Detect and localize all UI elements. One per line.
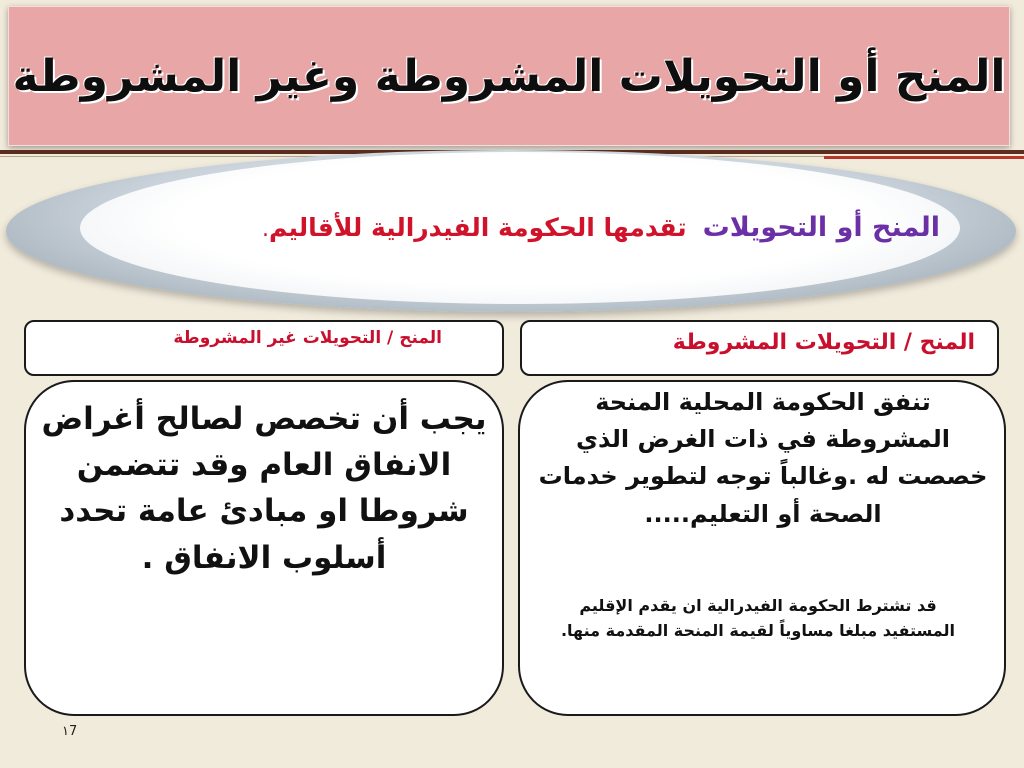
divider-red-accent [824, 156, 1024, 159]
conditional-body: تنفق الحكومة المحلية المنحة المشروطة في ذات الغرض الذي خصصت له .وغالباً توجه لتطوير خدمات الصحة أو التعليم..... [538, 388, 988, 528]
title-banner [8, 6, 1010, 146]
unconditional-body: يجب أن تخصص لصالح أغراض الانفاق العام وقد تتضمن شروطا او مبادئ عامة تحدد أسلوب الانفاق . [41, 401, 487, 576]
conditional-header-label: المنح / التحويلات المشروطة [672, 330, 975, 355]
conditional-note: قد تشترط الحكومة الفيدرالية ان يقدم الإقليم المستفيد مبلغا مساوياً لقيمة المنحة المقدمة منها. [560, 596, 956, 640]
definition-subject: المنح أو التحويلات [702, 212, 940, 243]
definition-text [60, 212, 940, 262]
definition-predicate: تقدمها الحكومة الفيدرالية للأقاليم [268, 213, 687, 242]
slide-title: المنح أو التحويلات المشروطة وغير المشروطة [12, 50, 1006, 102]
unconditional-header [24, 320, 504, 376]
definition-end: . [261, 217, 269, 242]
page-number: ١7 [62, 724, 78, 739]
conditional-header [520, 320, 999, 376]
unconditional-header-label: المنح / التحويلات غير المشروطة [173, 328, 442, 348]
